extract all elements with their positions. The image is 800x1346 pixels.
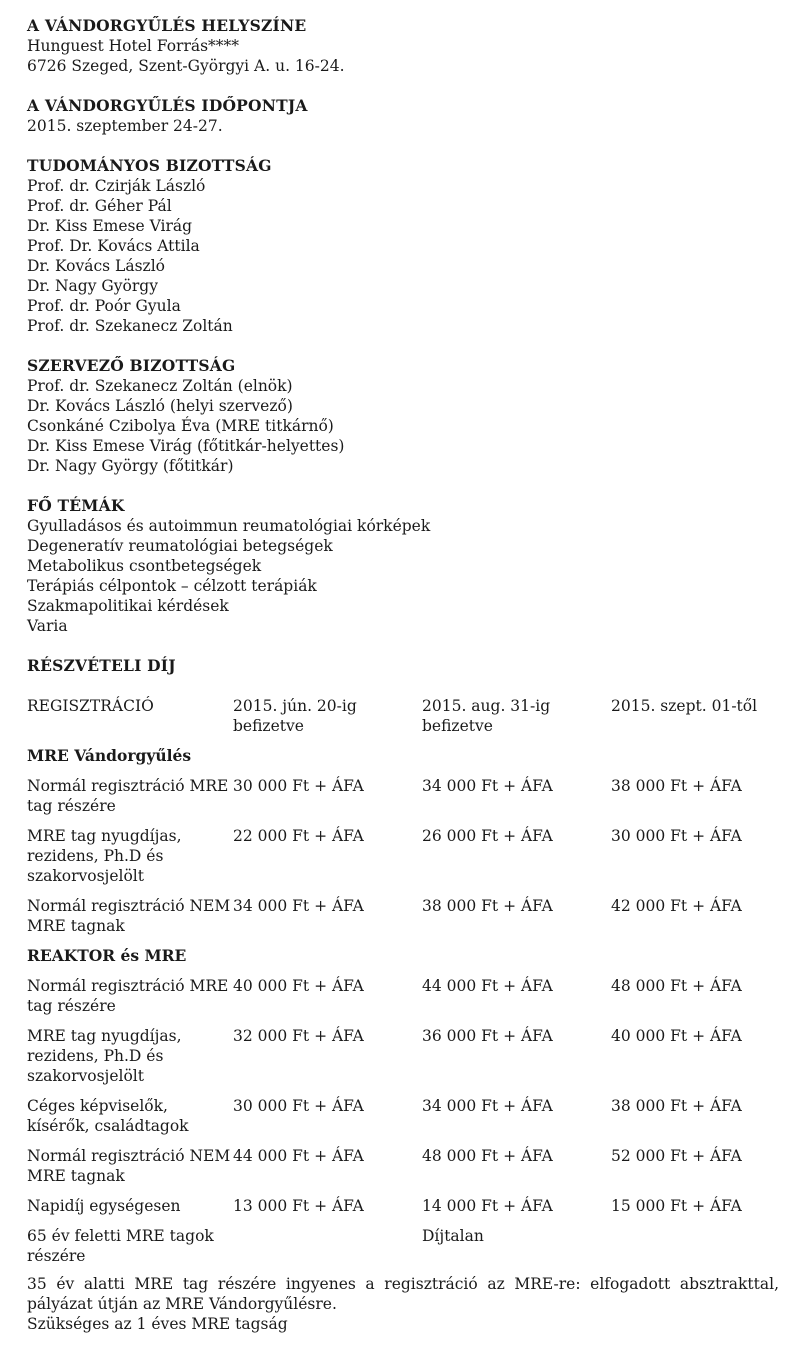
topic-item: Degeneratív reumatológiai betegségek — [27, 537, 333, 555]
group-title: MRE Vándorgyűlés — [27, 746, 192, 765]
fee-note: 35 év alatti MRE tag részére ingyenes a regisztráció az MRE-re: elfogadott absztrakttal, pályázat útján az MRE Vándorgyűlésre. — [27, 1275, 779, 1313]
fee-value: 34 000 Ft + ÁFA — [422, 1097, 553, 1115]
organizing-committee-heading: SZERVEZŐ BIZOTTSÁG — [27, 356, 236, 375]
fee-value — [233, 1226, 422, 1274]
date-line: 2015. szeptember 24-27. — [27, 117, 223, 135]
fees-table — [27, 696, 779, 1274]
committee-member: Prof. dr. Géher Pál — [27, 197, 172, 215]
group-title: REAKTOR és MRE — [27, 946, 187, 965]
column-header: 2015. aug. 31-ig befizetve — [422, 697, 551, 735]
fee-value: 36 000 Ft + ÁFA — [422, 1027, 553, 1045]
fees-header-row — [27, 696, 779, 746]
table-row — [27, 1096, 779, 1146]
table-row — [27, 776, 779, 826]
fee-value: 40 000 Ft + ÁFA — [611, 1027, 742, 1045]
venue-line: Hunguest Hotel Forrás**** — [27, 37, 240, 55]
group-row — [27, 746, 779, 776]
scientific-committee-heading: TUDOMÁNYOS BIZOTTSÁG — [27, 156, 272, 175]
topics-heading: FŐ TÉMÁK — [27, 496, 125, 515]
topic-item: Metabolikus csontbetegségek — [27, 557, 262, 575]
table-row — [27, 1146, 779, 1196]
committee-member: Prof. dr. Czirják László — [27, 177, 206, 195]
date-heading: A VÁNDORGYŰLÉS IDŐPONTJA — [27, 96, 308, 115]
venue-line: 6726 Szeged, Szent-Györgyi A. u. 16-24. — [27, 57, 345, 75]
table-row — [27, 1226, 779, 1274]
organizing-committee-section — [27, 356, 779, 476]
fee-value — [611, 1226, 779, 1274]
fee-label: Normál regisztráció MRE tag részére — [27, 977, 229, 1015]
fee-label: 65 év feletti MRE tagok részére — [27, 1227, 214, 1265]
fee-value: 22 000 Ft + ÁFA — [233, 827, 364, 845]
fee-value: 48 000 Ft + ÁFA — [422, 1147, 553, 1165]
topic-item: Gyulladásos és autoimmun reumatológiai kórképek — [27, 517, 431, 535]
fee-value: 44 000 Ft + ÁFA — [422, 977, 553, 995]
organizer: Dr. Kovács László (helyi szervező) — [27, 397, 293, 415]
fee-label: Normál regisztráció NEM MRE tagnak — [27, 897, 231, 935]
membership-note: Szükséges az 1 éves MRE tagság — [27, 1315, 288, 1333]
fee-value: 30 000 Ft + ÁFA — [233, 1097, 364, 1115]
fee-label: Céges képviselők, kísérők, családtagok — [27, 1097, 189, 1135]
fee-value: 42 000 Ft + ÁFA — [611, 897, 742, 915]
fee-label: Napidíj egységesen — [27, 1197, 181, 1215]
topics-section — [27, 496, 779, 636]
venue-section — [27, 16, 779, 76]
fee-value: 32 000 Ft + ÁFA — [233, 1027, 364, 1045]
organizer: Dr. Nagy György (főtitkár) — [27, 457, 234, 475]
committee-member: Prof. dr. Poór Gyula — [27, 297, 181, 315]
fee-value: 48 000 Ft + ÁFA — [611, 977, 742, 995]
table-row — [27, 976, 779, 1026]
fee-value: 34 000 Ft + ÁFA — [422, 777, 553, 795]
fee-value: 26 000 Ft + ÁFA — [422, 827, 553, 845]
document-page — [27, 16, 779, 1334]
venue-heading: A VÁNDORGYŰLÉS HELYSZÍNE — [27, 16, 307, 35]
organizer: Csonkáné Czibolya Éva (MRE titkárnő) — [27, 417, 334, 435]
fee-value: 34 000 Ft + ÁFA — [233, 897, 364, 915]
table-row — [27, 826, 779, 896]
scientific-committee-section — [27, 156, 779, 336]
fee-value: 40 000 Ft + ÁFA — [233, 977, 364, 995]
group-row — [27, 946, 779, 976]
committee-member: Dr. Kiss Emese Virág — [27, 217, 193, 235]
fee-value: 38 000 Ft + ÁFA — [611, 1097, 742, 1115]
fees-heading: RÉSZVÉTELI DÍJ — [27, 656, 176, 675]
fee-value: 44 000 Ft + ÁFA — [233, 1147, 364, 1165]
topic-item: Szakmapolitikai kérdések — [27, 597, 229, 615]
date-section — [27, 96, 779, 136]
table-row — [27, 1196, 779, 1226]
committee-member: Prof. dr. Szekanecz Zoltán — [27, 317, 233, 335]
fee-value: 30 000 Ft + ÁFA — [611, 827, 742, 845]
column-header: 2015. jún. 20-ig befizetve — [233, 697, 357, 735]
fee-value: 52 000 Ft + ÁFA — [611, 1147, 742, 1165]
column-header: 2015. szept. 01-től — [611, 697, 758, 715]
fee-value: 14 000 Ft + ÁFA — [422, 1197, 553, 1215]
fee-label: MRE tag nyugdíjas, rezidens, Ph.D és szakorvosjelölt — [27, 1027, 182, 1085]
organizer: Prof. dr. Szekanecz Zoltán (elnök) — [27, 377, 293, 395]
topic-item: Terápiás célpontok – célzott terápiák — [27, 577, 317, 595]
fee-value: 38 000 Ft + ÁFA — [422, 897, 553, 915]
topic-item: Varia — [27, 617, 68, 635]
fee-label: Normál regisztráció NEM MRE tagnak — [27, 1147, 231, 1185]
committee-member: Prof. Dr. Kovács Attila — [27, 237, 200, 255]
fee-value: 13 000 Ft + ÁFA — [233, 1197, 364, 1215]
fee-label: MRE tag nyugdíjas, rezidens, Ph.D és szakorvosjelölt — [27, 827, 182, 885]
fee-value: 38 000 Ft + ÁFA — [611, 777, 742, 795]
organizer: Dr. Kiss Emese Virág (főtitkár-helyettes) — [27, 437, 345, 455]
fee-label: Normál regisztráció MRE tag részére — [27, 777, 229, 815]
fee-value: 15 000 Ft + ÁFA — [611, 1197, 742, 1215]
committee-member: Dr. Kovács László — [27, 257, 165, 275]
table-row — [27, 1026, 779, 1096]
committee-member: Dr. Nagy György — [27, 277, 158, 295]
table-row — [27, 896, 779, 946]
column-header: REGISZTRÁCIÓ — [27, 697, 154, 715]
fee-value: 30 000 Ft + ÁFA — [233, 777, 364, 795]
fee-value: Díjtalan — [422, 1227, 484, 1245]
